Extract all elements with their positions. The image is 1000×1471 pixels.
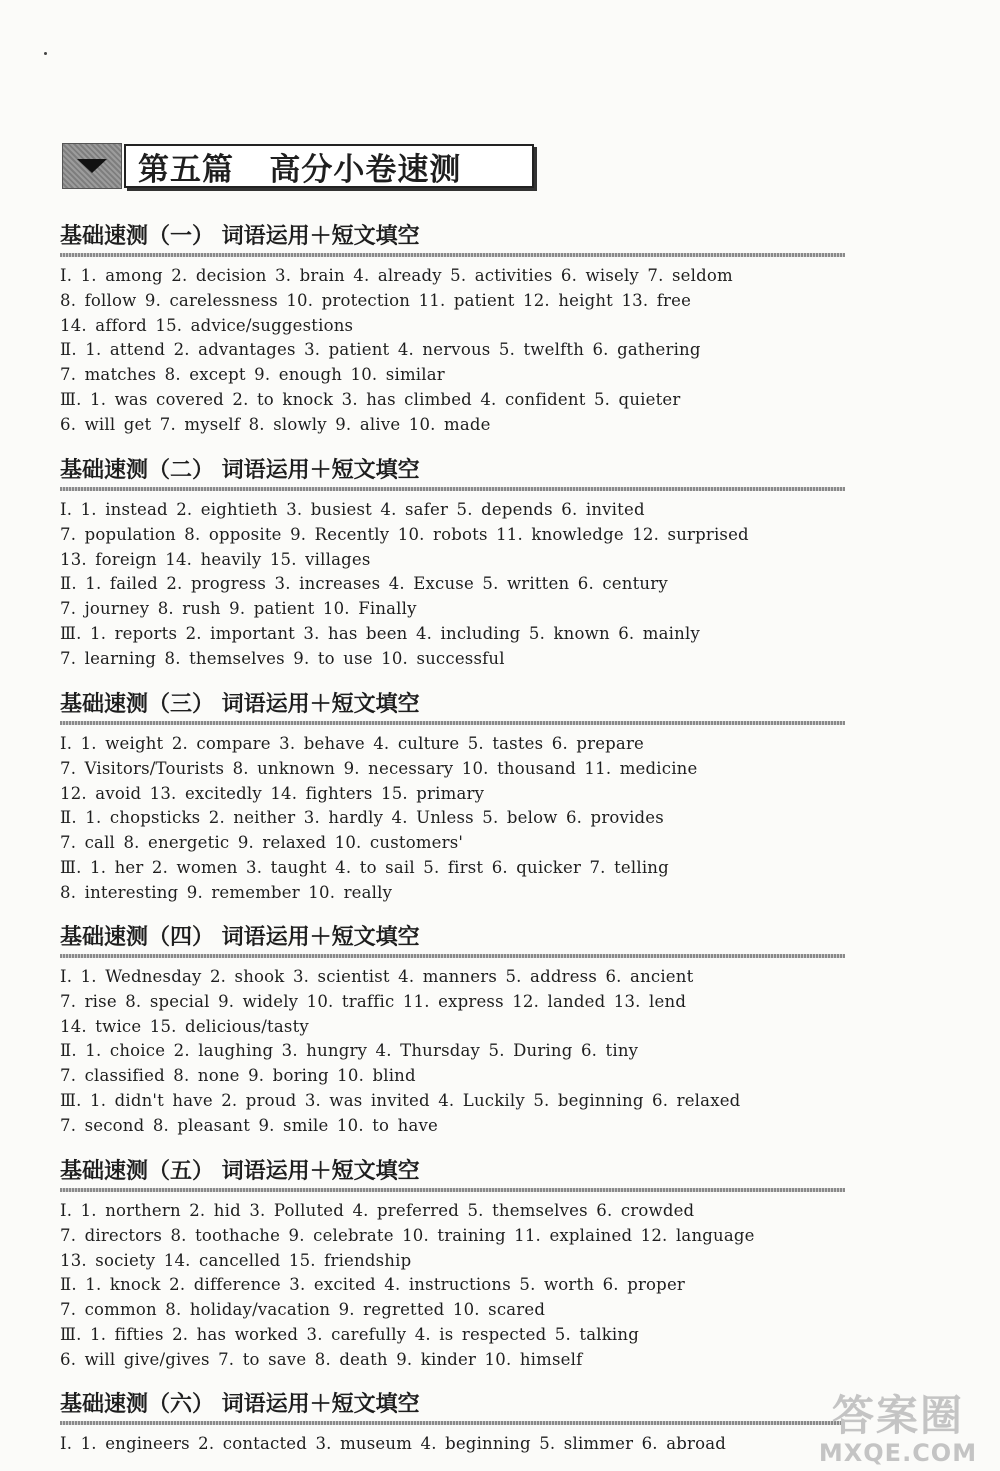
section-heading: 基础速测（四） 词语运用＋短文填空 (60, 925, 420, 950)
answer-line: Ⅰ. 1. northern 2. hid 3. Polluted 4. preferred 5. themselves 6. crowded (60, 1201, 695, 1220)
page-title (62, 143, 534, 189)
section-heading: 基础速测（一） 词语运用＋短文填空 (60, 224, 420, 249)
section-divider (60, 721, 845, 725)
answer-block (60, 264, 860, 438)
section-divider (60, 253, 845, 257)
answer-block (60, 965, 860, 1139)
answer-line: Ⅲ. 1. fifties 2. has worked 3. carefully 4. is respected 5. talking (60, 1324, 639, 1344)
answer-line: Ⅰ. 1. weight 2. compare 3. behave 4. culture 5. tastes 6. prepare (60, 734, 645, 753)
answer-line: Ⅱ. 1. choice 2. laughing 3. hungry 4. Thursday 5. During 6. tiny (60, 1041, 639, 1061)
section-heading: 基础速测（二） 词语运用＋短文填空 (60, 458, 420, 483)
answer-line: 7. common 8. holiday/vacation 9. regretted 10. scared (60, 1300, 546, 1320)
answer-line: Ⅱ. 1. attend 2. advantages 3. patient 4. nervous 5. twelfth 6. gathering (60, 340, 701, 360)
section-divider (60, 487, 845, 491)
section-divider (60, 954, 845, 958)
answer-line: 14. twice 15. delicious/tasty (60, 1016, 309, 1036)
answer-line: Ⅰ. 1. instead 2. eightieth 3. busiest 4. safer 5. depends 6. invited (60, 500, 645, 519)
answer-line: Ⅲ. 1. was covered 2. to knock 3. has climbed 4. confident 5. quieter (60, 389, 681, 409)
answer-line: 7. matches 8. except 9. enough 10. similar (60, 365, 445, 385)
section-divider (60, 1188, 845, 1192)
answer-block (60, 1199, 860, 1373)
answer-line: 8. follow 9. carelessness 10. protection 11. patient 12. height 13. free (60, 290, 692, 310)
answer-block (60, 732, 860, 906)
answer-block (60, 498, 860, 672)
answer-line: Ⅰ. 1. Wednesday 2. shook 3. scientist 4. manners 5. address 6. ancient (60, 967, 694, 986)
answer-line: 6. will give/gives 7. to save 8. death 9. kinder 10. himself (60, 1349, 583, 1369)
page-title-text: 第五篇 高分小卷速测 (124, 144, 534, 188)
answer-line: 7. Visitors/Tourists 8. unknown 9. necessary 10. thousand 11. medicine (60, 758, 698, 778)
answer-line: Ⅱ. 1. chopsticks 2. neither 3. hardly 4. Unless 5. below 6. provides (60, 808, 664, 828)
answer-line: Ⅲ. 1. reports 2. important 3. has been 4. including 5. known 6. mainly (60, 623, 700, 643)
answer-line: 7. journey 8. rush 9. patient 10. Finally (60, 599, 417, 619)
answer-line: Ⅱ. 1. knock 2. difference 3. excited 4. instructions 5. worth 6. proper (60, 1275, 685, 1295)
answer-line: 13. society 14. cancelled 15. friendship (60, 1250, 412, 1270)
answer-line: 7. population 8. opposite 9. Recently 10. robots 11. knowledge 12. surprised (60, 524, 749, 544)
section-divider (60, 1421, 845, 1425)
down-arrow-icon (77, 159, 107, 173)
answer-line: 7. classified 8. none 9. boring 10. blind (60, 1066, 416, 1086)
answer-line: Ⅲ. 1. her 2. women 3. taught 4. to sail 5. first 6. quicker 7. telling (60, 857, 669, 877)
watermark-logo-text: 答案圈 (831, 1391, 964, 1440)
answer-line: 6. will get 7. myself 8. slowly 9. alive 10. made (60, 414, 491, 434)
section-heading: 基础速测（五） 词语运用＋短文填空 (60, 1159, 420, 1184)
answer-line: Ⅰ. 1. among 2. decision 3. brain 4. already 5. activities 6. wisely 7. seldom (60, 266, 733, 285)
section-heading: 基础速测（三） 词语运用＋短文填空 (60, 692, 420, 717)
answer-line: 7. rise 8. special 9. widely 10. traffic 11. express 12. landed 13. lend (60, 991, 687, 1011)
watermark-url: MXQE.COM (818, 1439, 978, 1467)
answer-line: 13. foreign 14. heavily 15. villages (60, 549, 371, 569)
answer-line: 7. directors 8. toothache 9. celebrate 10. training 11. explained 12. language (60, 1225, 755, 1245)
answer-line: Ⅲ. 1. didn't have 2. proud 3. was invited 4. Luckily 5. beginning 6. relaxed (60, 1090, 741, 1110)
section-heading: 基础速测（六） 词语运用＋短文填空 (60, 1392, 420, 1417)
answer-line: 7. call 8. energetic 9. relaxed 10. customers' (60, 833, 464, 853)
answer-block (60, 1432, 860, 1457)
title-arrow-marker (62, 143, 122, 189)
answer-line: Ⅱ. 1. failed 2. progress 3. increases 4. Excuse 5. written 6. century (60, 574, 668, 594)
answer-line: 12. avoid 13. excitedly 14. fighters 15. primary (60, 783, 485, 803)
answer-line: 8. interesting 9. remember 10. really (60, 882, 393, 902)
answer-line: 14. afford 15. advice/suggestions (60, 315, 354, 335)
answer-line: 7. second 8. pleasant 9. smile 10. to have (60, 1115, 438, 1135)
speck (44, 52, 47, 55)
answer-line: 7. learning 8. themselves 9. to use 10. successful (60, 648, 505, 668)
answer-line: Ⅰ. 1. engineers 2. contacted 3. museum 4. beginning 5. slimmer 6. abroad (60, 1434, 727, 1453)
